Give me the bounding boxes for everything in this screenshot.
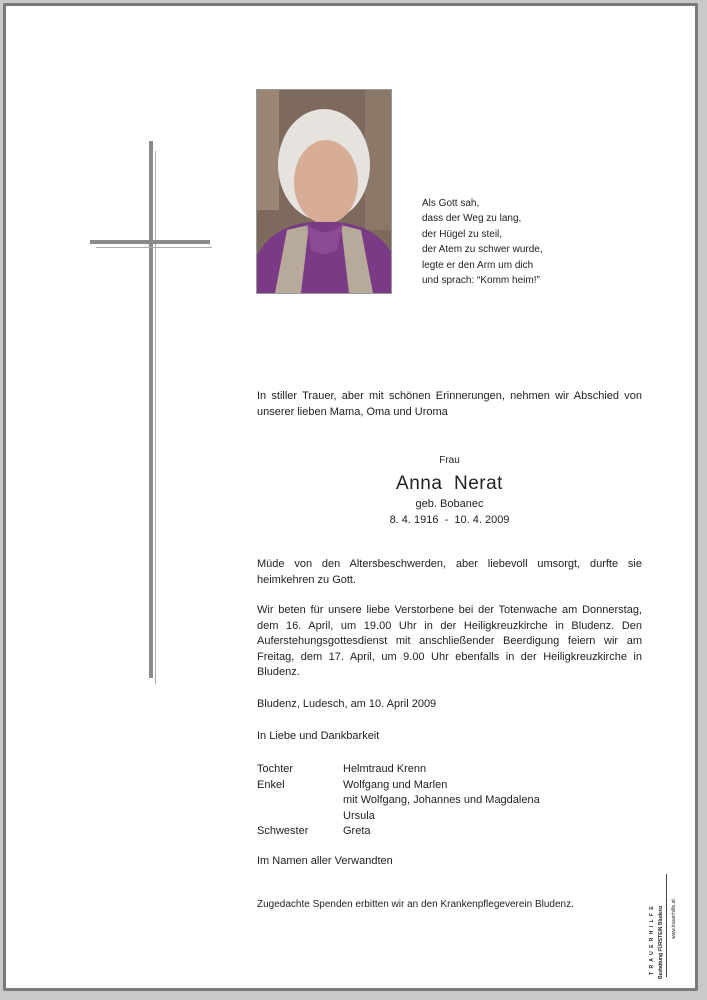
place-date: Bludenz, Ludesch, am 10. April 2009 bbox=[257, 698, 437, 710]
relative-row bbox=[257, 793, 540, 809]
relative-role: Schwester bbox=[257, 825, 309, 838]
relative-names: Ursula bbox=[343, 809, 375, 822]
relative-role: Enkel bbox=[257, 778, 285, 791]
logo-brand: T R A U E R H I L F E bbox=[649, 905, 655, 975]
relative-row bbox=[257, 809, 540, 825]
relative-names: mit Wolfgang, Johannes und Magdalena bbox=[343, 794, 540, 807]
deceased-name: Anna Nerat bbox=[396, 473, 503, 494]
logo-website: www.trauerhilfe.at bbox=[671, 899, 677, 939]
paragraph-homecoming: Müde von den Altersbeschwerden, aber liebevoll umsorgt, durfte sie heimkehren zu Gott. bbox=[257, 558, 642, 586]
relatives-list bbox=[257, 762, 540, 840]
cross-horizontal-shadow bbox=[96, 247, 212, 248]
poem-line: der Atem zu schwer wurde, bbox=[422, 244, 543, 256]
cross-vertical-bar bbox=[149, 141, 153, 678]
intro-text: In stiller Trauer, aber mit schönen Erinnerungen, nehmen wir Abschied von unserer lieben Mama, Oma und Uroma bbox=[257, 390, 642, 418]
poem-line: Als Gott sah, bbox=[422, 198, 480, 209]
poem-line: dass der Weg zu lang, bbox=[422, 213, 522, 225]
portrait-illustration bbox=[257, 90, 391, 293]
funeral-home-logo bbox=[646, 874, 686, 979]
poem-line: der Hügel zu steil, bbox=[422, 228, 503, 240]
poem-line: legte er den Arm um dich bbox=[422, 259, 534, 271]
paragraph-services: Wir beten für unsere liebe Verstorbene bei der Totenwache am Donnerstag, dem 16. April, um 19.00 Uhr in der Heiligkreuzkirche in Bludenz. Den Auferstehungsgottesdienst mit anschließender Beerdigung feiern wir am Freitag, dem 17. April, um 9.00 Uhr ebenfalls in der Heiligkreuzkirche in Bludenz. bbox=[257, 604, 642, 678]
relative-names: Helmtraud Krenn bbox=[343, 763, 427, 775]
portrait-photo bbox=[256, 89, 392, 294]
relative-row bbox=[257, 762, 540, 778]
logo-divider bbox=[666, 874, 667, 977]
relatives-note: Im Namen aller Verwandten bbox=[257, 855, 393, 867]
relative-names: Greta bbox=[343, 825, 371, 838]
life-dates: 8. 4. 1916 - 10. 4. 2009 bbox=[389, 514, 510, 526]
relative-role bbox=[257, 809, 343, 825]
obituary-page bbox=[3, 3, 698, 991]
relative-role bbox=[257, 793, 343, 809]
cross-vertical-shadow bbox=[155, 151, 156, 684]
relative-row bbox=[257, 778, 540, 794]
love-line: In Liebe und Dankbarkeit bbox=[257, 730, 380, 742]
birth-name: geb. Bobanec bbox=[415, 498, 484, 510]
poem-line: und sprach: “Komm heim!” bbox=[422, 275, 540, 287]
donations-note: Zugedachte Spenden erbitten wir an den Krankenpflegeverein Bludenz. bbox=[257, 899, 574, 910]
deceased-prefix: Frau bbox=[439, 455, 460, 466]
relative-row bbox=[257, 824, 540, 840]
relative-names: Wolfgang und Marlen bbox=[343, 778, 448, 791]
relative-role: Tochter bbox=[257, 763, 294, 775]
poem bbox=[422, 196, 543, 288]
cross-horizontal-bar bbox=[90, 240, 210, 244]
logo-subtitle: Bestattung FÜRSTEIN Bludenz bbox=[658, 905, 664, 979]
